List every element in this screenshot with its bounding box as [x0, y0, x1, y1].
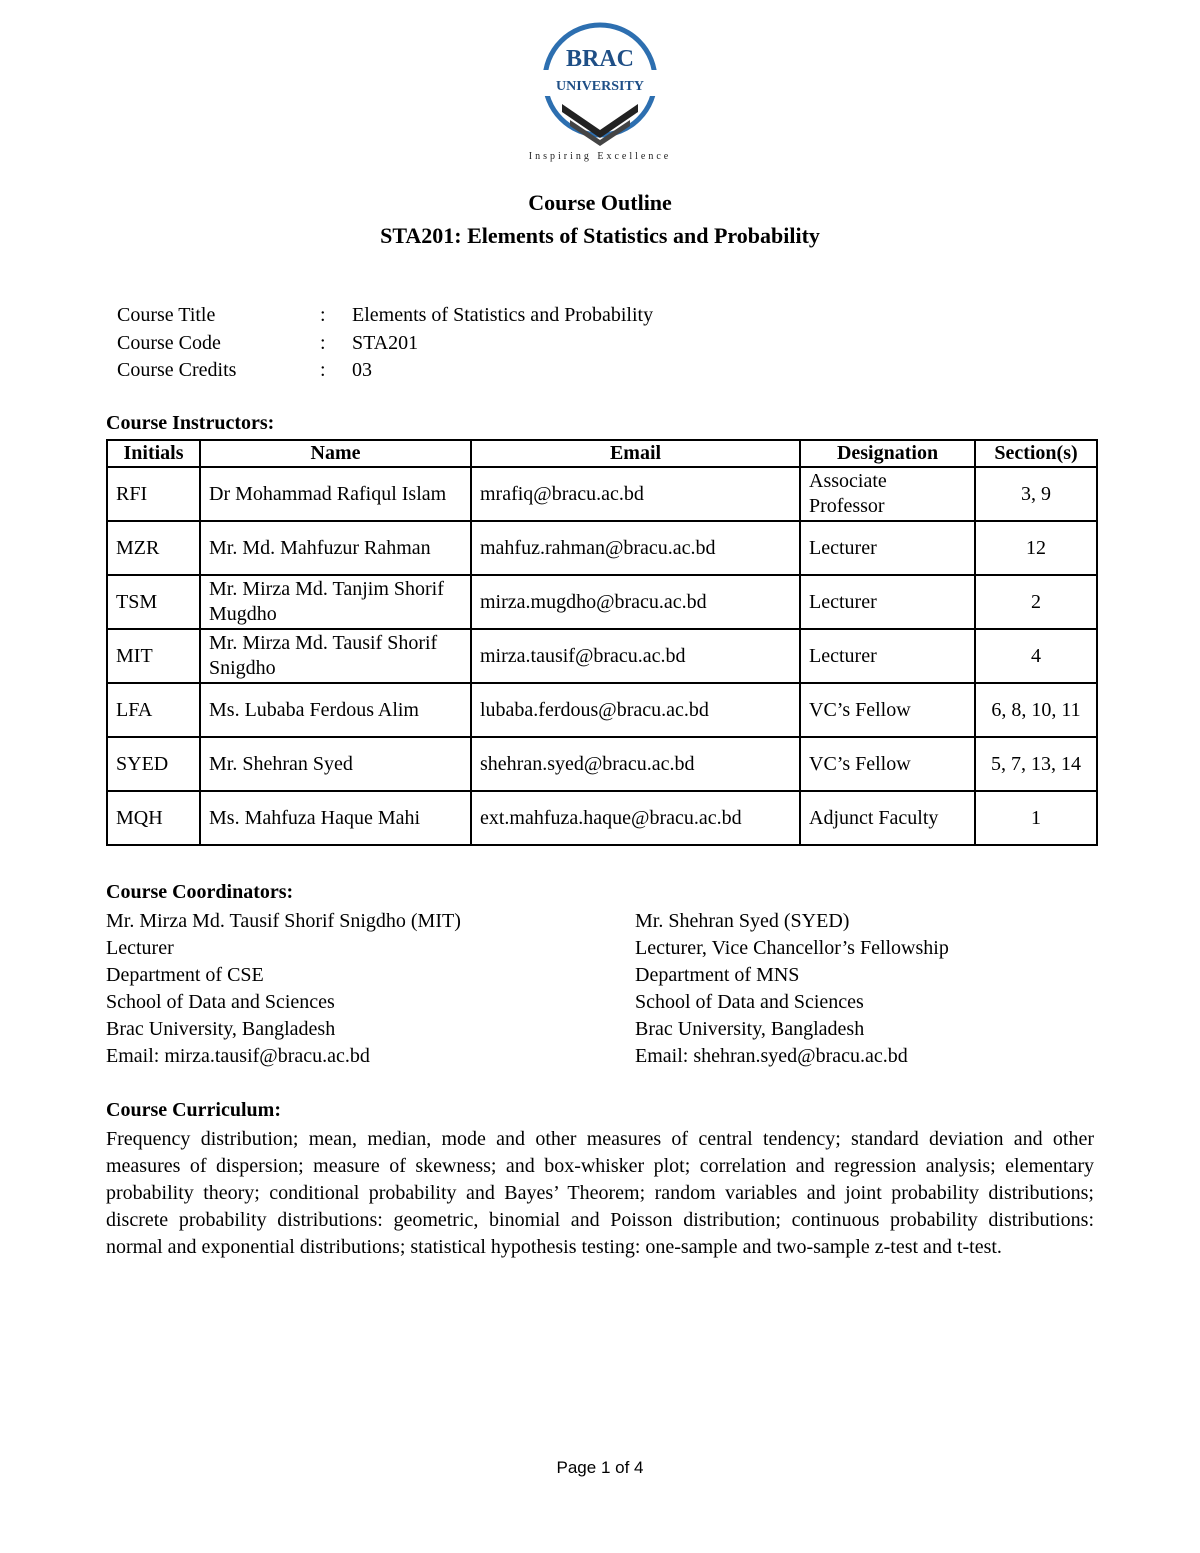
cell-designation: Adjunct Faculty: [800, 791, 975, 845]
coordinator-right-designation: Lecturer, Vice Chancellor’s Fellowship: [635, 937, 949, 959]
cell-name: Mr. Shehran Syed: [200, 737, 471, 791]
cell-sections: 4: [975, 629, 1097, 683]
coordinator-left-university: Brac University, Bangladesh: [106, 1018, 336, 1040]
coordinator-left-email: Email: mirza.tausif@bracu.ac.bd: [106, 1045, 370, 1067]
cell-name: Ms. Mahfuza Haque Mahi: [200, 791, 471, 845]
coordinators-heading: Course Coordinators:: [106, 881, 294, 903]
coordinator-right-university: Brac University, Bangladesh: [635, 1018, 865, 1040]
table-header-row: [107, 440, 1097, 467]
table-row: [107, 683, 1097, 737]
curriculum-text: Frequency distribution; mean, median, mode and other measures of central tendency; standard deviation and other measures of dispersion; measure of skewness; and box-whisker plot; correlation and regression analysis; elementary probability theory; conditional probability and Bayes’ Theorem; random variables and joint probability distributions; discrete probability distributions: geometric, binomial and Poisson distribution; continuous probability distributions: normal and exponential distributions; statistical hypothesis testing: one-sample and two-sample z-test and t-test.: [106, 1128, 1094, 1258]
cell-name: Ms. Lubaba Ferdous Alim: [200, 683, 471, 737]
cell-initials: LFA: [107, 683, 200, 737]
col-header-designation: Designation: [800, 440, 975, 467]
coordinator-right-school: School of Data and Sciences: [635, 991, 864, 1013]
cell-sections: 1: [975, 791, 1097, 845]
cell-name: Mr. Md. Mahfuzur Rahman: [200, 521, 471, 575]
col-header-initials: Initials: [107, 440, 200, 467]
coordinator-right-name: Mr. Shehran Syed (SYED): [635, 910, 850, 932]
cell-sections: 3, 9: [975, 467, 1097, 521]
cell-email: mirza.mugdho@bracu.ac.bd: [471, 575, 800, 629]
cell-designation: VC’s Fellow: [800, 683, 975, 737]
cell-name: Mr. Mirza Md. Tanjim Shorif Mugdho: [200, 575, 471, 629]
instructors-table: [106, 439, 1098, 846]
cell-email: lubaba.ferdous@bracu.ac.bd: [471, 683, 800, 737]
cell-designation: Associate Professor: [800, 467, 975, 521]
course-info: [117, 302, 653, 385]
table-row: [107, 737, 1097, 791]
coordinator-left-school: School of Data and Sciences: [106, 991, 335, 1013]
cell-initials: RFI: [107, 467, 200, 521]
cell-sections: 5, 7, 13, 14: [975, 737, 1097, 791]
course-credits-value: 03: [352, 359, 372, 381]
table-row: [107, 575, 1097, 629]
cell-name: Mr. Mirza Md. Tausif Shorif Snigdho: [200, 629, 471, 683]
instructors-heading: Course Instructors:: [106, 412, 275, 434]
page-number: Page 1 of 4: [556, 1458, 644, 1477]
coordinator-left: [106, 908, 461, 1070]
coordinator-right: [635, 908, 949, 1070]
table-row: [107, 629, 1097, 683]
cell-designation: VC’s Fellow: [800, 737, 975, 791]
course-credits-label: Course Credits: [117, 359, 237, 381]
course-title-value: Elements of Statistics and Probability: [352, 304, 654, 326]
cell-sections: 12: [975, 521, 1097, 575]
coordinator-left-name: Mr. Mirza Md. Tausif Shorif Snigdho (MIT): [106, 910, 461, 932]
page-title: Course Outline: [528, 190, 672, 215]
table-row: [107, 467, 1097, 521]
cell-email: ext.mahfuza.haque@bracu.ac.bd: [471, 791, 800, 845]
logo-chevron-icon: [562, 104, 638, 138]
course-code-label: Course Code: [117, 331, 221, 354]
coordinator-left-designation: Lecturer: [106, 937, 174, 959]
coordinator-right-department: Department of MNS: [635, 964, 800, 986]
logo-text-university: UNIVERSITY: [556, 79, 644, 94]
cell-initials: MIT: [107, 629, 200, 683]
logo-text-brac: BRAC: [565, 46, 635, 72]
curriculum-heading: Course Curriculum:: [106, 1099, 281, 1121]
cell-sections: 2: [975, 575, 1097, 629]
cell-name: Dr Mohammad Rafiqul Islam: [200, 467, 471, 521]
brac-university-logo: [520, 22, 680, 162]
course-title-sep: :: [320, 304, 326, 326]
course-title-row: [117, 302, 653, 330]
cell-email: mahfuz.rahman@bracu.ac.bd: [471, 521, 800, 575]
cell-designation: Lecturer: [800, 575, 975, 629]
course-title-label: Course Title: [117, 304, 216, 326]
course-code-row: [117, 330, 653, 358]
course-code-sep: :: [320, 331, 326, 354]
cell-email: mirza.tausif@bracu.ac.bd: [471, 629, 800, 683]
cell-email: shehran.syed@bracu.ac.bd: [471, 737, 800, 791]
cell-initials: SYED: [107, 737, 200, 791]
cell-initials: MZR: [107, 521, 200, 575]
cell-designation: Lecturer: [800, 629, 975, 683]
logo-tagline: Inspiring Excellence: [528, 151, 672, 162]
coordinator-left-department: Department of CSE: [106, 964, 264, 986]
cell-initials: TSM: [107, 575, 200, 629]
cell-sections: 6, 8, 10, 11: [975, 683, 1097, 737]
course-credits-sep: :: [320, 359, 326, 381]
table-row: [107, 791, 1097, 845]
cell-email: mrafiq@bracu.ac.bd: [471, 467, 800, 521]
table-row: [107, 521, 1097, 575]
course-code-value: STA201: [352, 331, 419, 354]
course-credits-row: [117, 357, 653, 385]
cell-designation: Lecturer: [800, 521, 975, 575]
cell-initials: MQH: [107, 791, 200, 845]
logo-graphic: [520, 22, 680, 162]
col-header-email: Email: [471, 440, 800, 467]
col-header-name: Name: [200, 440, 471, 467]
col-header-sections: Section(s): [975, 440, 1097, 467]
coordinator-right-email: Email: shehran.syed@bracu.ac.bd: [635, 1045, 908, 1067]
course-subtitle: STA201: Elements of Statistics and Probability: [380, 223, 820, 248]
